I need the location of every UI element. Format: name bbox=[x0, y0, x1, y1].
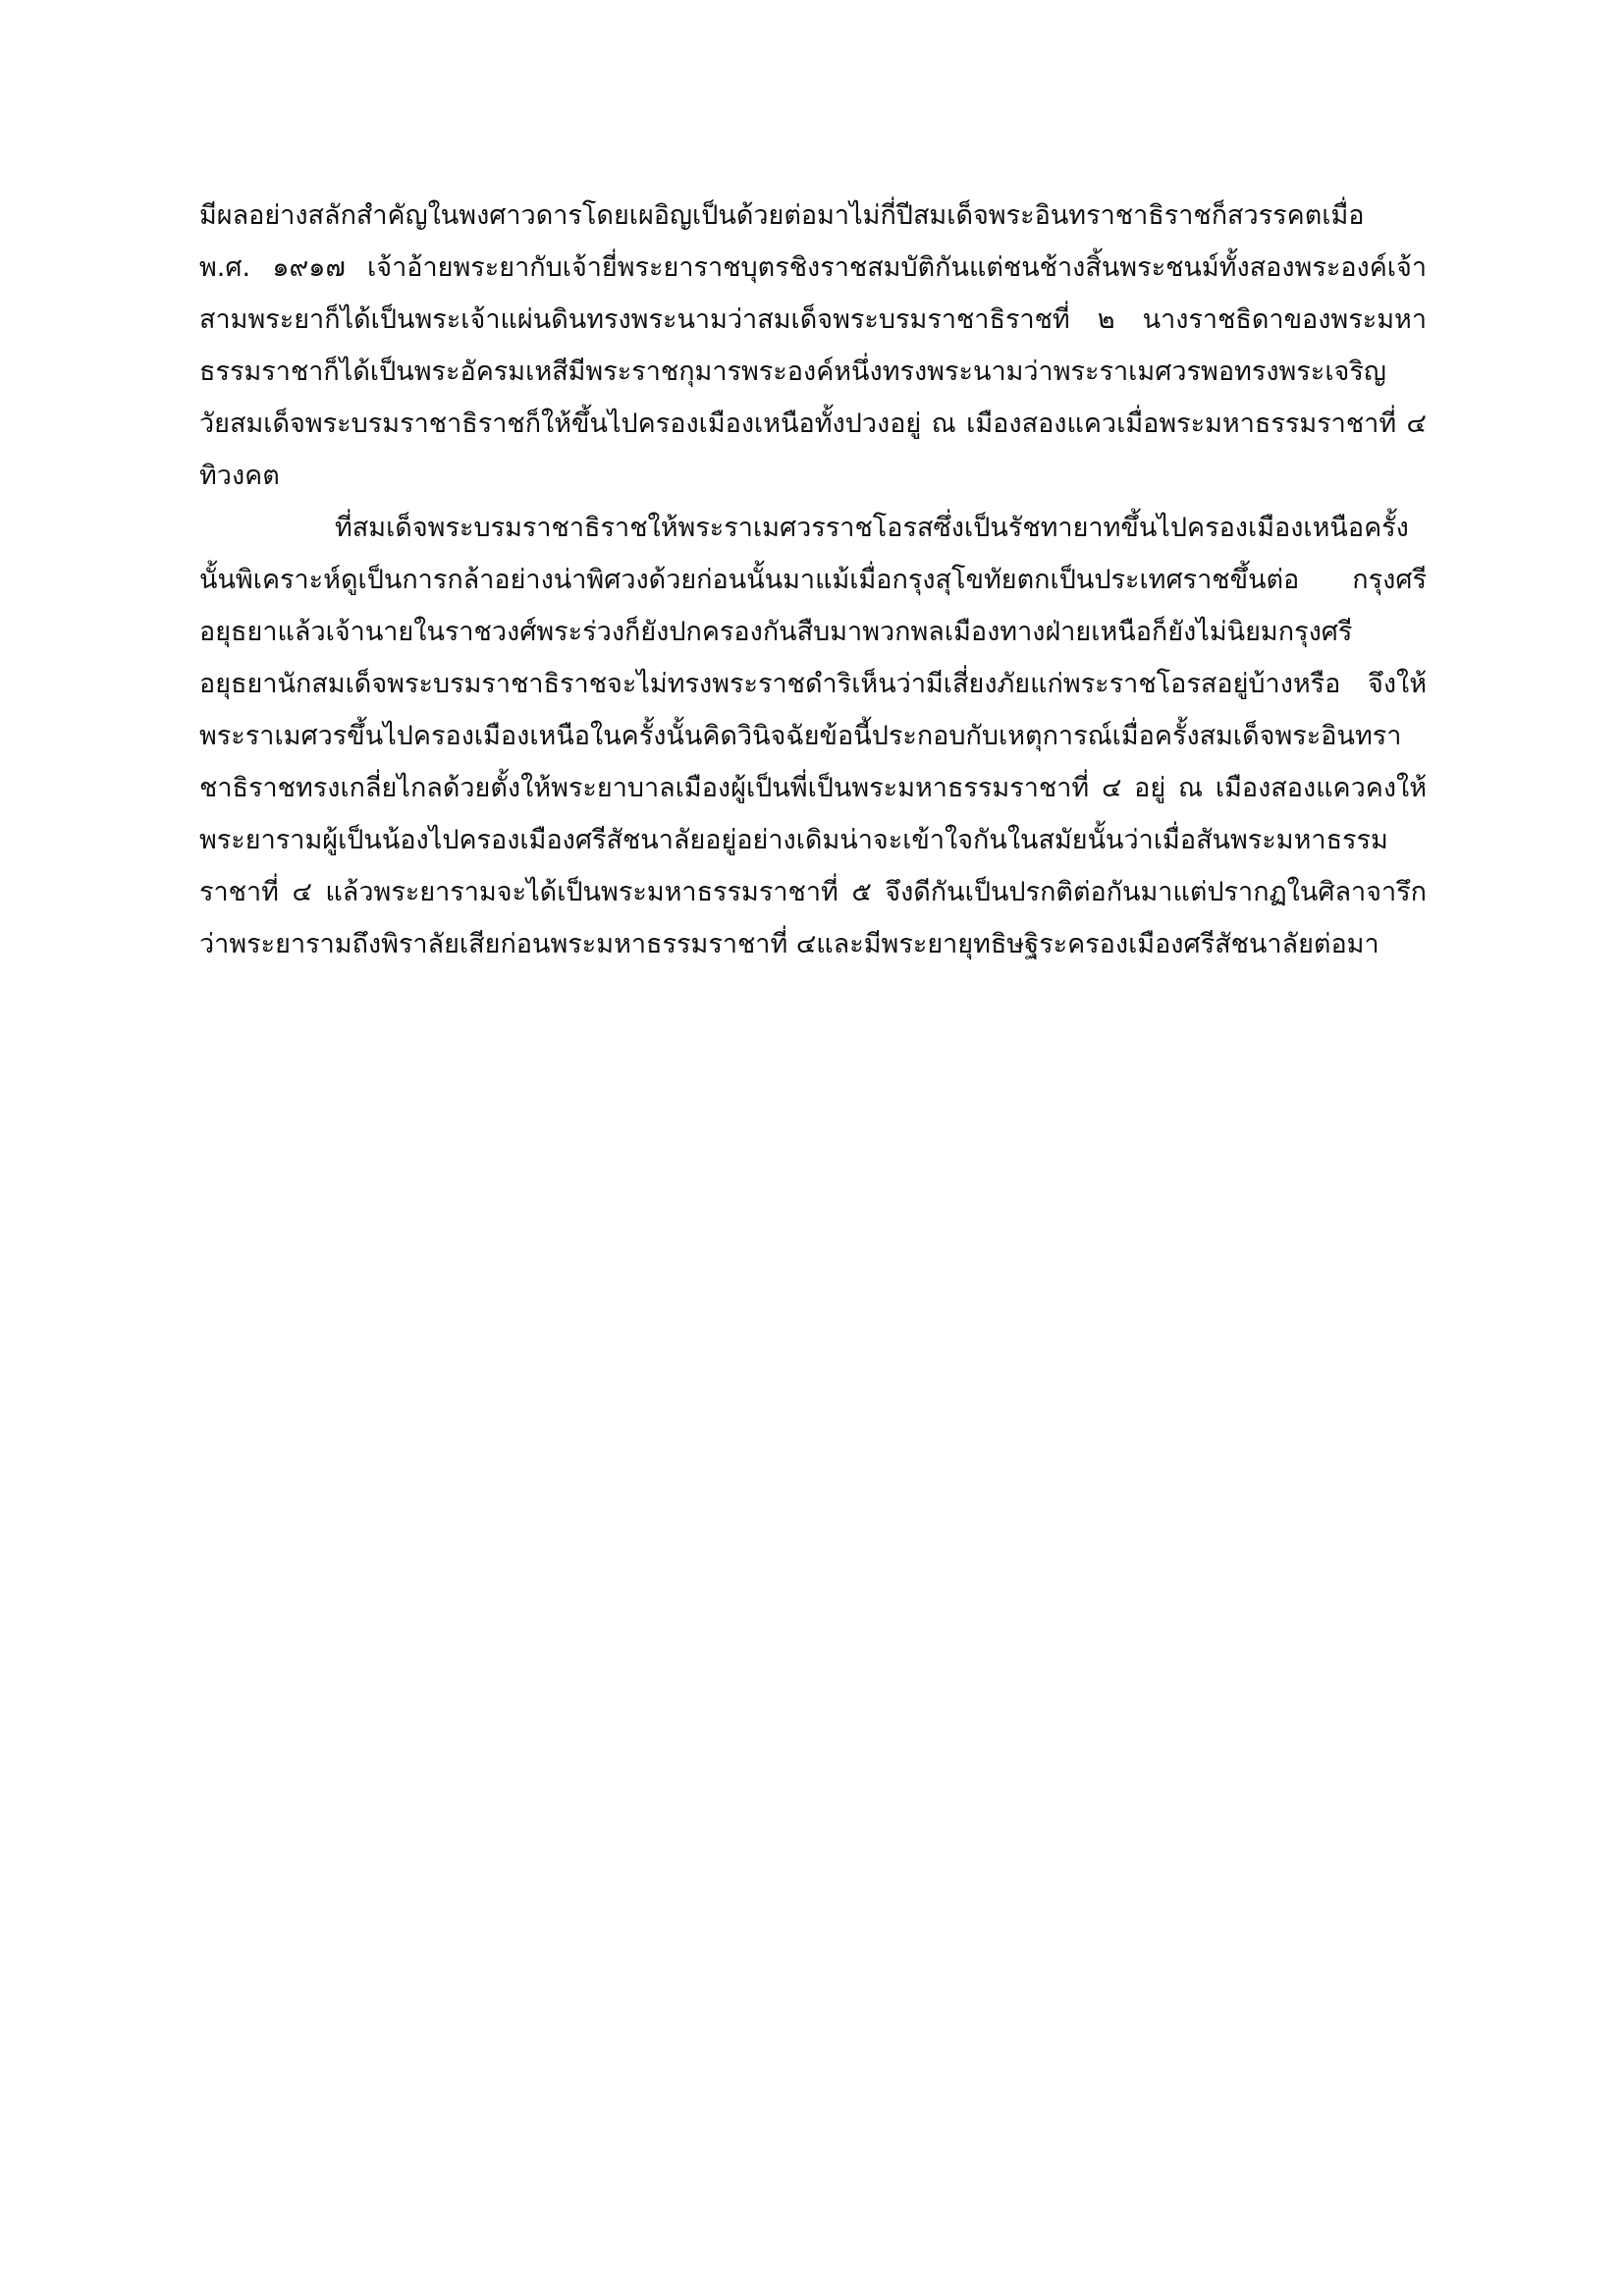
paragraph-2-line-2: นั้นพิเคราะห์ดูเป็นการกล้าอย่างน่าพิศวงด้วยก่อนนั้นมาแม้เมื่อกรุงสุโขทัยตกเป็นประเทศราชขึ้นต่อ กรุงศรี bbox=[199, 565, 1427, 595]
paragraph-1-line-6: ทิวงคต bbox=[199, 461, 280, 491]
paragraph-1-line-3: สามพระยาก็ได้เป็นพระเจ้าแผ่นดินทรงพระนามว่าสมเด็จพระบรมราชาธิราชที่ ๒ นางราชธิดาของพระมหา bbox=[199, 304, 1427, 335]
paragraph-2-line-8: ราชาที่ ๔ แล้วพระยารามจะได้เป็นพระมหาธรรมราชาที่ ๕ จึงดีกันเป็นปรกติต่อกันมาแต่ปรากฏในศิลาจารึก bbox=[199, 877, 1427, 907]
paragraph-1-line-5: วัยสมเด็จพระบรมราชาธิราชก็ให้ขึ้นไปครองเมืองเหนือทั้งปวงอยู่ ณ เมืองสองแควเมื่อพระมหาธรรมราชาที่ ๔ bbox=[199, 409, 1427, 439]
paragraph-2-line-1: ที่สมเด็จพระบรมราชาธิราชให้พระราเมศวรราชโอรสซึ่งเป็นรัชทายาทขึ้นไปครองเมืองเหนือครั้ง bbox=[335, 513, 1409, 543]
body-text bbox=[199, 190, 1427, 970]
paragraph-2-line-4: อยุธยานักสมเด็จพระบรมราชาธิราชจะไม่ทรงพระราชดำริเห็นว่ามีเสี่ยงภัยแก่พระราชโอรสอยู่บ้างหรือ จึงให้ bbox=[199, 669, 1427, 699]
paragraph-2-line-3: อยุธยาแล้วเจ้านายในราชวงศ์พระร่วงก็ยังปกครองกันสืบมาพวกพลเมืองทางฝ่ายเหนือก็ยังไม่นิยมกรุงศรี bbox=[199, 617, 1353, 647]
paragraph-1-line-4: ธรรมราชาก็ได้เป็นพระอัครมเหสีมีพระราชกุมารพระองค์หนึ่งทรงพระนามว่าพระราเมศวรพอทรงพระเจริญ bbox=[199, 356, 1386, 387]
paragraph-2-line-9: ว่าพระยารามถึงพิราลัยเสียก่อนพระมหาธรรมราชาที่ ๔และมีพระยายุทธิษฐิระครองเมืองศรีสัชนาลัยต่อมา bbox=[199, 929, 1380, 959]
paragraph-1-line-2: พ.ศ. ๑๙๑๗ เจ้าอ้ายพระยากับเจ้ายี่พระยาราชบุตรชิงราชสมบัติกันแต่ชนช้างสิ้นพระชนม์ทั้งสองพระองค์เจ้า bbox=[199, 252, 1427, 283]
paragraph-2-line-7: พระยารามผู้เป็นน้องไปครองเมืองศรีสัชนาลัยอยู่อย่างเดิมน่าจะเข้าใจกันในสมัยนั้นว่าเมื่อสันพระมหาธรรม bbox=[199, 825, 1388, 855]
paragraph-1-line-1: มีผลอย่างสลักสำคัญในพงศาวดารโดยเผอิญเป็นด้วยต่อมาไม่กี่ปีสมเด็จพระอินทราชาธิราชก็สวรรคตเมื่อ bbox=[199, 200, 1365, 231]
paragraph-2-line-5: พระราเมศวรขึ้นไปครองเมืองเหนือในครั้งนั้นคิดวินิจฉัยข้อนี้ประกอบกับเหตุการณ์เมื่อครั้งสมเด็จพระอินทรา bbox=[199, 721, 1402, 751]
paragraph-2-line-6: ชาธิราชทรงเกลี่ยไกลด้วยตั้งให้พระยาบาลเมืองผู้เป็นพี่เป็นพระมหาธรรมราชาที่ ๔ อยู่ ณ เมืองสองแควคงให้ bbox=[199, 773, 1427, 803]
